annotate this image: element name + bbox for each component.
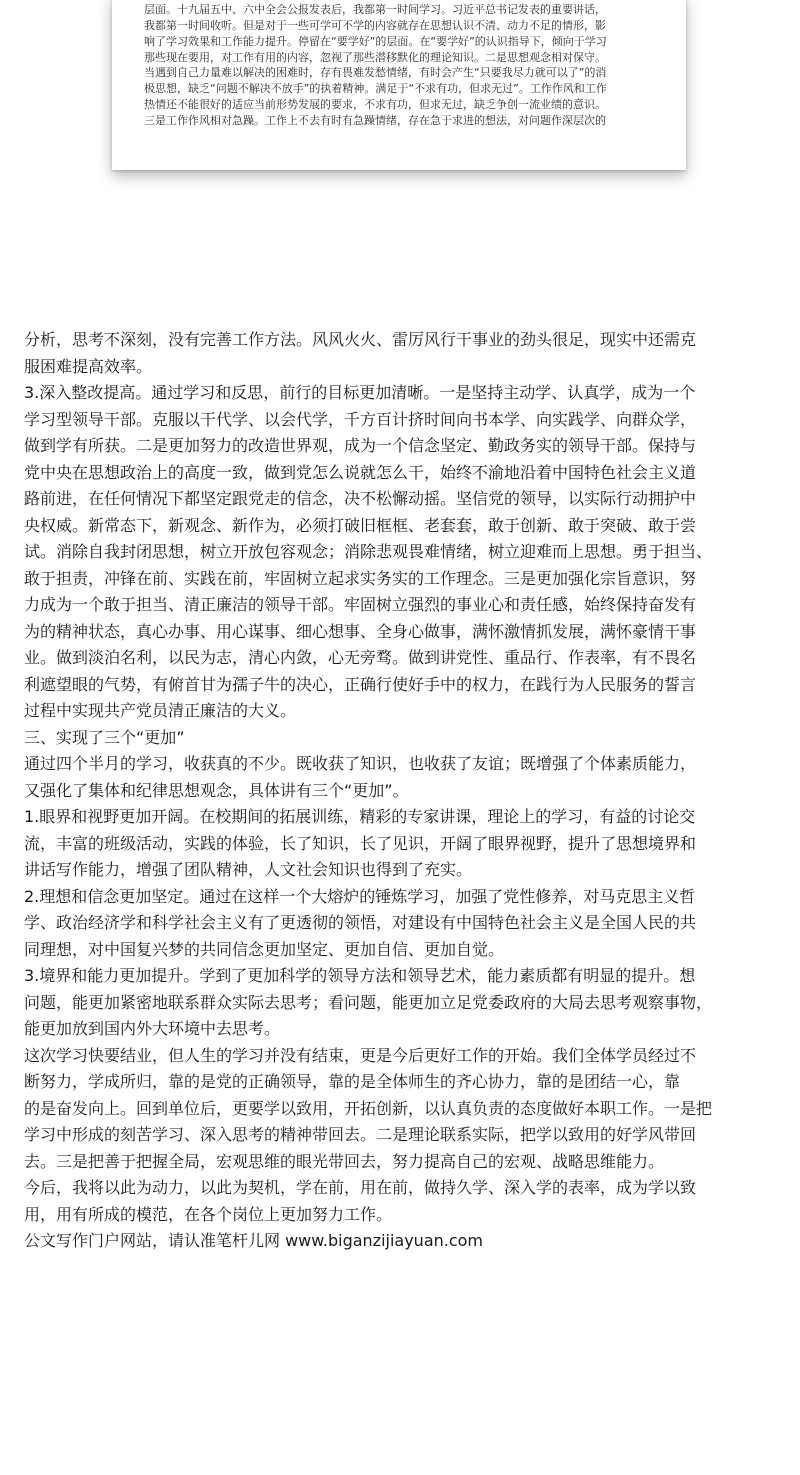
body-line: 的是奋发向上。回到单位后，更要学以致用，开拓创新，以认真负责的态度做好本职工作。一是把 bbox=[24, 1098, 713, 1118]
preview-text-block bbox=[144, 0, 656, 129]
body-line: 3.深入整改提高。通过学习和反思，前行的目标更加清晰。一是坚持主动学、认真学，成为一个 bbox=[24, 383, 696, 402]
body-line: 利遮望眼的气势，有俯首甘为孺子牛的决心，正确行使好手中的权力，在践行为人民服务的誓言 bbox=[24, 674, 697, 694]
body-line: 学习中形成的刻苦学习、深入思考的精神带回去。二是理论联系实际，把学以致用的好学风带回 bbox=[24, 1125, 697, 1144]
body-line: 为的精神状态，真心办事、用心谋事、细心想事、全身心做事，满怀激情抓发展，满怀豪情干事 bbox=[24, 621, 697, 641]
preview-line: 那些现在要用，对工作有用的内容，忽视了那些潜移默化的理论知识。二是思想观念相对保守。 bbox=[144, 50, 606, 64]
preview-line: 层面。十九届五中、六中全会公报发表后，我都第一时间学习。习近平总书记发表的重要讲话， bbox=[144, 2, 606, 16]
body-line: 路前进，在任何情况下都坚定跟党走的信念，决不松懈动摇。坚信党的领导，以实际行动拥护中 bbox=[24, 489, 697, 508]
preview-line: 三是工作作风相对急躁。工作上不去有时有急躁情绪，存在急于求进的想法，对问题作深层次的 bbox=[144, 114, 606, 128]
preview-line: 热情还不能很好的适应当前形势发展的要求，不求有功，但求无过，缺乏争创一流业绩的意识。 bbox=[144, 98, 606, 112]
body-line: 三、实现了三个“更加” bbox=[24, 727, 185, 747]
document-preview-card bbox=[112, 0, 686, 170]
body-line: 断努力，学成所归，靠的是党的正确领导，靠的是全体师生的齐心协力，靠的是团结一心，靠 bbox=[24, 1072, 681, 1091]
body-line: 学习型领导干部。克服以干代学、以会代学，千方百计挤时间向书本学、向实践学、向群众学， bbox=[24, 409, 697, 429]
body-line: 学、政治经济学和科学社会主义有了更透彻的领悟，对建设有中国特色社会主义是全国人民的共 bbox=[24, 913, 697, 932]
body-line: 2.理想和信念更加坚定。通过在这样一个大熔炉的锤炼学习，加强了党性修养，对马克思主义哲 bbox=[24, 886, 696, 906]
article-body bbox=[24, 327, 778, 1255]
body-line: 用，用有所成的模范，在各个岗位上更加努力工作。 bbox=[24, 1204, 393, 1224]
document-preview-area bbox=[0, 0, 800, 300]
body-line: 能更加放到国内外大环境中去思考。 bbox=[24, 1019, 281, 1038]
body-line: 讲话写作能力，增强了团队精神，人文社会知识也得到了充实。 bbox=[24, 860, 473, 879]
body-line: 这次学习快要结业，但人生的学习并没有结束，更是今后更好工作的开始。我们全体学员经过不 bbox=[24, 1045, 697, 1065]
body-line: 试。消除自我封闭思想，树立开放包容观念；消除悲观畏难情绪，树立迎难而上思想。勇于担当、 bbox=[24, 542, 713, 561]
preview-line: 极思想，缺乏“问题不解决不放手”的执着精神。满足于“不求有功，但求无过”。工作作风和工作 bbox=[144, 82, 607, 96]
preview-line: 当遇到自己力量难以解决的困难时，存有畏难发愁情绪，有时会产生“只要我尽力就可以了”的消 bbox=[144, 66, 607, 80]
body-line: 央权威。新常态下，新观念、新作为，必须打破旧框框、老套套，敢于创新、敢于突破、敢于尝 bbox=[24, 515, 697, 535]
body-line: 力成为一个敢于担当、清正廉洁的领导干部。牢固树立强烈的事业心和责任感，始终保持奋发有 bbox=[24, 595, 697, 614]
body-line: 党中央在思想政治上的高度一致，做到党怎么说就怎么干，始终不渝地沿着中国特色社会主义道 bbox=[24, 462, 697, 482]
body-line: 问题，能更加紧密地联系群众实际去思考；看问题，能更加立足党委政府的大局去思考观察事物， bbox=[24, 992, 713, 1012]
body-line: 过程中实现共产党员清正廉洁的大义。 bbox=[24, 701, 297, 720]
body-line: 同理想，对中国复兴梦的共同信念更加坚定、更加自信、更加自觉。 bbox=[24, 939, 505, 959]
preview-line: 响了学习效果和工作能力提升。停留在“要学好”的层面。在“要学好”的认识指导下，倾向于学习 bbox=[144, 34, 607, 48]
body-line: 今后，我将以此为动力，以此为契机，学在前，用在前，做持久学、深入学的表率，成为学以致 bbox=[24, 1178, 697, 1197]
body-line: 敢于担责，冲锋在前、实践在前，牢固树立起求实务实的工作理念。三是更加强化宗旨意识，努 bbox=[24, 568, 697, 588]
body-line: 去。三是把善于把握全局，宏观思维的眼光带回去，努力提高自己的宏观、战略思维能力。 bbox=[24, 1151, 665, 1171]
body-line: 分析，思考不深刻，没有完善工作方法。风风火火、雷厉风行干事业的劲头很足，现实中还需克 bbox=[24, 330, 697, 349]
footer-credit-line: 公文写作门户网站，请认准笔杆儿网 www.biganzijiayuan.com bbox=[24, 1231, 484, 1250]
body-line: 又强化了集体和纪律思想观念，具体讲有三个“更加”。 bbox=[24, 780, 409, 800]
body-line: 通过四个半月的学习，收获真的不少。既收获了知识，也收获了友谊；既增强了个体素质能力， bbox=[24, 754, 697, 773]
body-line: 业。做到淡泊名利，以民为志，清心内敛，心无旁骛。做到讲党性、重品行、作表率，有不畏名 bbox=[24, 648, 697, 667]
body-line: 服困难提高效率。 bbox=[24, 356, 153, 376]
body-line: 3.境界和能力更加提升。学到了更加科学的领导方法和领导艺术，能力素质都有明显的提升。想 bbox=[24, 966, 696, 985]
body-line: 做到学有所获。二是更加努力的改造世界观，成为一个信念坚定、勤政务实的领导干部。保持与 bbox=[24, 436, 697, 455]
body-line: 1.眼界和视野更加开阔。在校期间的拓展训练，精彩的专家讲课，理论上的学习，有益的讨论交 bbox=[24, 807, 696, 826]
body-line: 流，丰富的班级活动，实践的体验，长了知识，长了见识，开阔了眼界视野，提升了思想境界和 bbox=[24, 833, 697, 853]
preview-line: 我都第一时间收听。但是对于一些可学可不学的内容就存在思想认识不清、动力不足的情形，影 bbox=[144, 18, 606, 32]
